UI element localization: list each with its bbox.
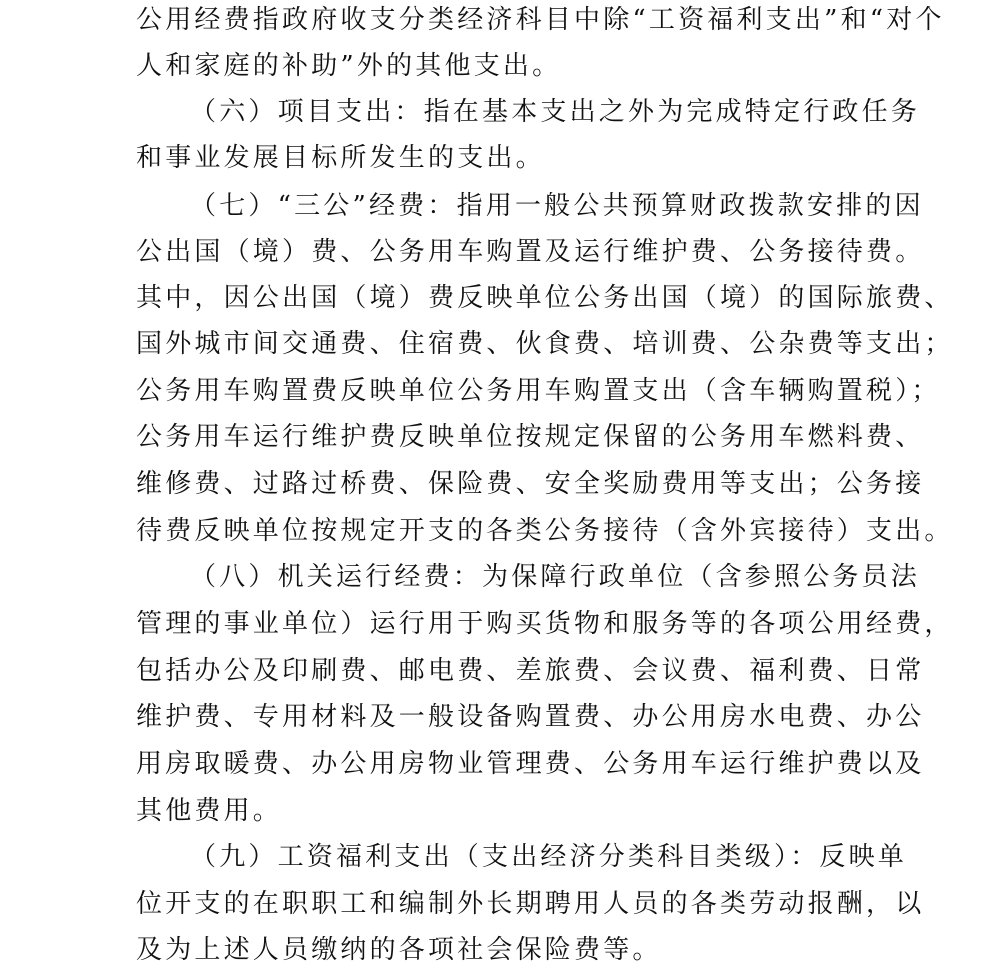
text-line: 公务用车运行维护费反映单位按规定保留的公务用车燃料费、 [136,422,925,452]
text-line: 及为上述人员缴纳的各项社会保险费等。 [136,935,662,965]
text-line: 公出国（境）费、公务用车购置及运行维护费、公务接待费。 [136,237,925,267]
text-line: 其中，因公出国（境）费反映单位公务出国（境）的国际旅费、 [136,283,954,313]
text-line: 其他费用。 [136,796,283,826]
text-line: 待费反映单位按规定开支的各类公务接待（含外宾接待）支出。 [136,516,954,546]
text-line: 维护费、专用材料及一般设备购置费、办公用房水电费、办公 [136,702,925,732]
text-line: 位开支的在职职工和编制外长期聘用人员的各类劳动报酬，以 [136,889,925,919]
paragraph-eight-start: （八）机关运行经费：为保障行政单位（含参照公务员法 [190,562,921,592]
paragraph-seven-start: （七）“三公”经费：指用一般公共预算财政拨款安排的因 [190,191,924,221]
text-line: 和事业发展目标所发生的支出。 [136,143,545,173]
text-line: 人和家庭的补助”外的其他支出。 [136,51,562,81]
text-line: 包括办公及印刷费、邮电费、差旅费、会议费、福利费、日常 [136,656,925,686]
paragraph-nine-start: （九）工资福利支出（支出经济分类科目类级）：反映单 [190,842,908,872]
paragraph-six-start: （六）项目支出：指在基本支出之外为完成特定行政任务 [190,97,921,127]
text-line: 国外城市间交通费、住宿费、伙食费、培训费、公杂费等支出； [136,329,954,359]
text-line: 管理的事业单位）运行用于购买货物和服务等的各项公用经费， [136,609,954,639]
text-line: 维修费、过路过桥费、保险费、安全奖励费用等支出；公务接 [136,469,925,499]
text-line: 公务用车购置费反映单位公务用车购置支出（含车辆购置税）； [136,376,941,406]
text-line: 用房取暖费、办公用房物业管理费、公务用车运行维护费以及 [136,749,925,779]
text-line: 公用经费指政府收支分类经济科目中除“工资福利支出”和“对个 [136,5,945,35]
